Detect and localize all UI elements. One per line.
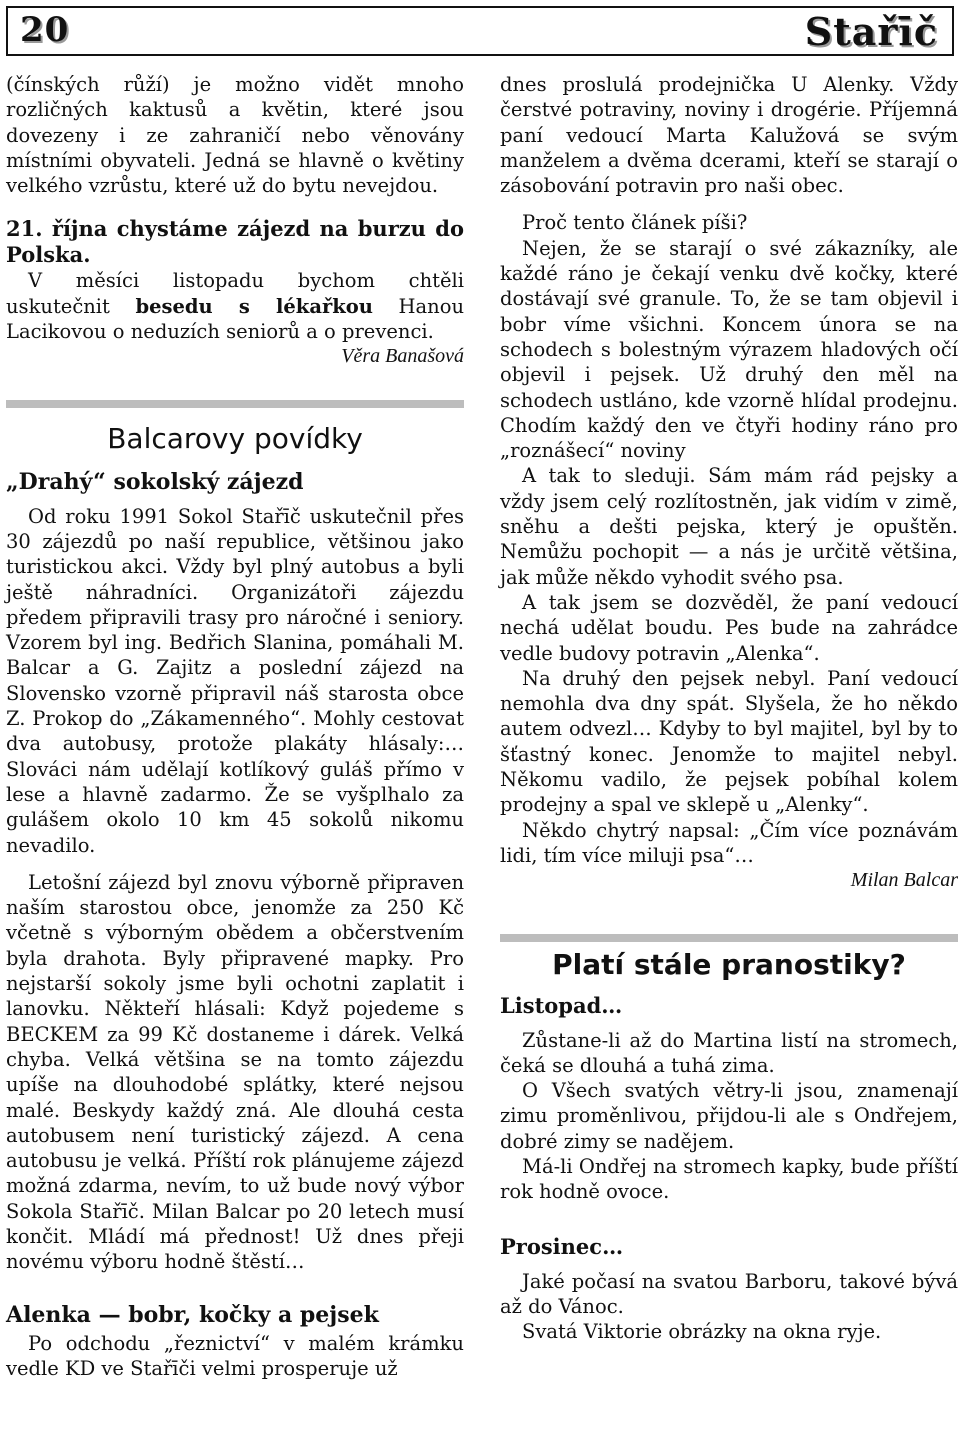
right-column [500, 72, 958, 1344]
article-paragraph-1: Od roku 1991 Sokol Stařīč uskutečnil přes 30 zájezdů po naší republice, většinou jako turistickou akci. Vždy byl plný autobus a byli ještě náhradníci. Organizátoři zájezdu předem připravili trasy pro náročné i seniory. Vzorem byl ing. Bedřich Slanina, pomáhali M. Balcar a G. Zajitz a poslední zájezd na Slovensko vzorně připravil náš starosta obce Z. Prokop do „Zákamenného“. Mohly cestovat dva autobusy, protože plakáty hlásaly:… Slováci nám udělají kotlíkový guláš přímo v lese a hlavně zadarmo. Že se vyšplhalo za gulášem okolo 10 km 45 sokolů nikomu nevadilo. [6, 504, 464, 857]
alenka-paragraph-5: A tak jsem se dozvěděl, že paní vedoucí nechá udělat boudu. Pes bude na zahrádce vedle budovy potravin „Alenka“. [500, 590, 958, 665]
article-paragraph-2: Letošní zájezd byl znovu výborně připraven naším starostou obce, jenomže za 250 Kč včetně s výborným obědem a občerstvením byla drahota. Byly připravené mapky. Pro nejstarší sokoly jsme byli ochotni zaplatit i lanovku. Někteří hlásali: Když pojedeme s BECKEM za 99 Kč dostaneme i dárek. Velká chyba. Velká většina se na tomto zájezdu upíše na dlouhodobé splátky, které nejsou malé. Beskydy každý zná. Ale dlouhá cesta autobusem není turistický zájezd. A cena autobusu je velká. Příští rok plánujeme zájezd možná zdarma, nevím, to už bude nový výbor Sokola Stařīč. Milan Balcar po 20 letech musí končit. Mládí má přednost! Už dnes přeji novému výboru hodně štěstí… [6, 870, 464, 1274]
alenka-heading: Alenka — bobr, kočky a pejsek [6, 1301, 379, 1328]
alenka-paragraph-start: Po odchodu „řeznictví“ v malém krámku vedle KD ve Stařīči velmi prosperuje už [6, 1331, 464, 1380]
lecture-bold: besedu s lékařkou [135, 294, 373, 318]
december-saying-1: Jaké počasí na svatou Barboru, takové bývá až do Vánoc. [500, 1269, 958, 1318]
alenka-paragraph-1: dnes proslulá prodejnička U Alenky. Vždy čerstvé potraviny, noviny i drogérie. Příjemná paní vedoucí Marta Kalužová se svým manželem a dvěma dcerami, kteří se starají o zásobování potravin pro naši obec. [500, 73, 958, 198]
page-number: 20 [20, 10, 70, 50]
alenka-paragraph-7: Někdo chytrý napsal: „Čím více poznávám lidi, tím více miluji psa“… [500, 818, 958, 867]
november-saying-2: O Všech svatých větry-li jsou, znamenají zimu proměnlivou, přijdou-li ale s Ondřejem, dobré zimy se nadějem. [500, 1079, 958, 1153]
trip-heading: 21. října chystáme zájezd na burzu do Polska. [6, 216, 464, 268]
page-header [6, 6, 954, 56]
pranostiky-divider [500, 934, 958, 942]
december-saying-2: Svatá Viktorie obrázky na okna ryje. [522, 1320, 882, 1344]
november-heading: Listopad… [500, 992, 623, 1018]
alenka-paragraph-6: Na druhý den pejsek nebyl. Paní vedoucí nemohla dva dny spát. Slyšela, že ho někdo autem odvezl… Kdyby to byl majitel, byl by to šťastný konec. Jenomže to majitel nebyl. Někomu vadilo, že pejsek pobíhal kolem prodejny a spal ve sklepě u „Alenky“. [500, 666, 958, 817]
pranostiky-title: Platí stále pranostiky? [552, 947, 906, 981]
alenka-paragraph-2: Proč tento článek píši? [522, 211, 748, 235]
newsletter-title: Stařīč [804, 9, 938, 54]
december-heading: Prosinec… [500, 1233, 624, 1259]
signature-balcar: Milan Balcar [850, 869, 958, 892]
lecture-paragraph: V měsíci listopadu bychom chtěli uskutečnit besedu s lékařkou Hanou Lacikovou o neduzích seniorů a o prevenci. [6, 269, 464, 344]
november-saying-3: Má-li Ondřej na stromech kapky, bude příští rok hodně ovoce. [500, 1154, 958, 1204]
article-title: „Drahý“ sokolský zájezd [6, 468, 304, 495]
signature-banasova: Věra Banašová [341, 345, 464, 368]
section-divider [6, 400, 464, 408]
november-saying-1: Zůstane-li až do Martina listí na stromech, čeká se dlouhá a tuhá zima. [500, 1028, 958, 1077]
section-title: Balcarovy povídky [107, 421, 363, 455]
left-column [6, 72, 464, 1381]
alenka-paragraph-4: A tak to sleduji. Sám mám rád pejsky a vždy jsem celý rozlítostněn, jak vidím v zimě, sněhu a dešti pejska, který je opuštěn. Nemůžu pochopit — a nás je určitě většina, jak může někdo vyhodit svého psa. [500, 464, 958, 589]
intro-paragraph: (čínských růží) je možno vidět mnoho rozličných kaktusů a květin, které jsou dovezeny i ze zahraničí nebo věnovány místními obyvateli. Jedná se hlavně o květiny velkého vzrůstu, které už do bytu nevejdou. [6, 73, 464, 198]
alenka-paragraph-3: Nejen, že se starají o své zákazníky, ale každé ráno je čekají venku dvě kočky, které dostávají své granule. To, že se tam objevil i bobr víme všichni. Koncem února se na schodech s bolestným výrazem hladových očí objevil i pejsek. Už druhý den měl na schodech ustláno, kde vzorně hlídal prodejnu. Chodím každý den ve čtyři hodiny ráno pro „roznášecí“ noviny [500, 236, 958, 463]
